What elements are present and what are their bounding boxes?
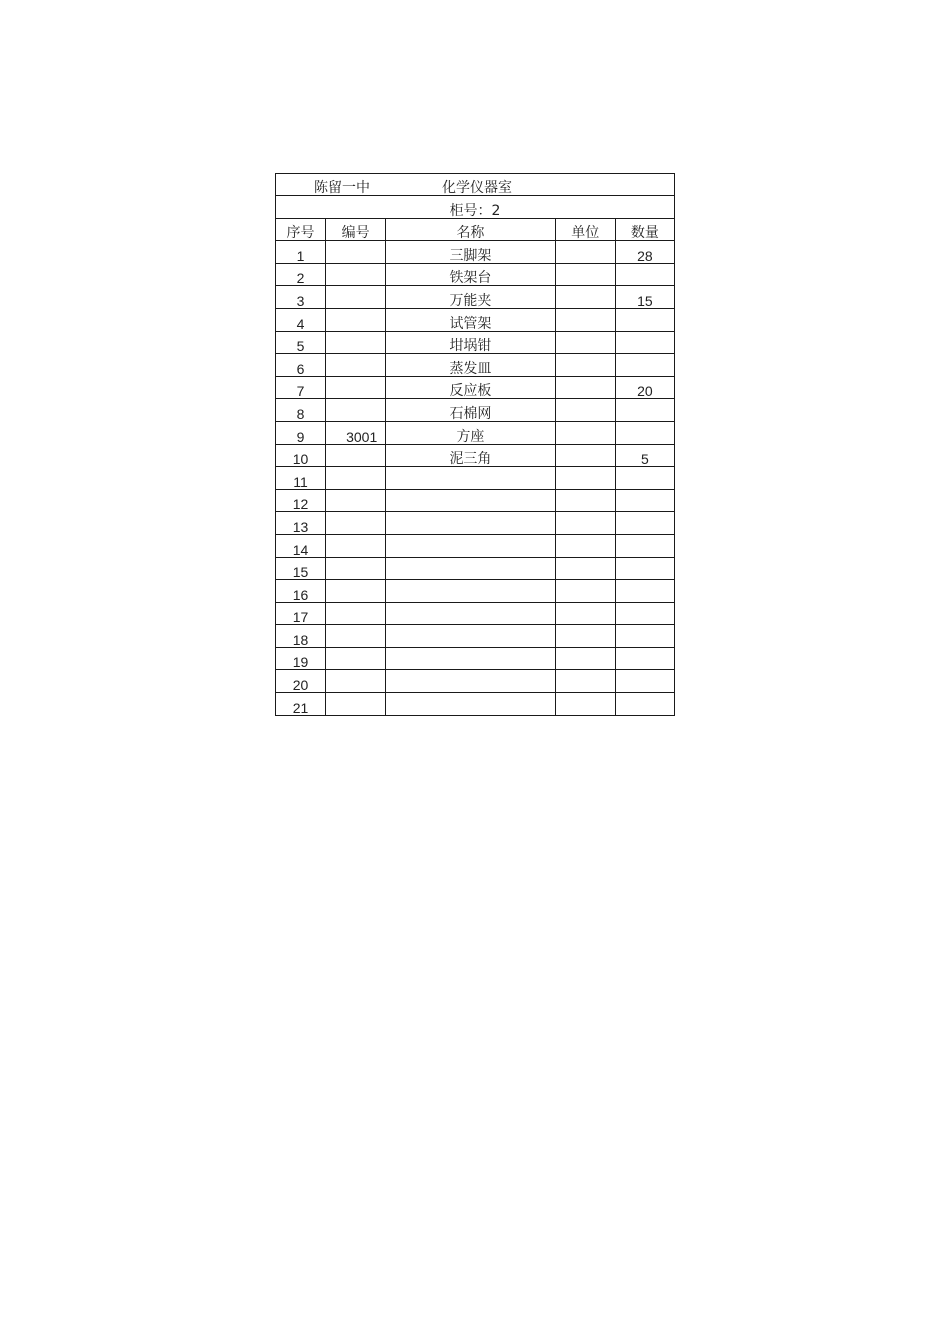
cabinet-row bbox=[276, 196, 675, 219]
table-row bbox=[276, 376, 675, 399]
cell-name bbox=[386, 647, 555, 670]
room-name: 化学仪器室 bbox=[442, 180, 512, 196]
cell-seq: 6 bbox=[276, 354, 326, 377]
cell-code bbox=[326, 263, 386, 286]
cabinet-number: 柜号：2 bbox=[276, 196, 675, 219]
table-row bbox=[276, 489, 675, 512]
cell-code bbox=[326, 376, 386, 399]
school-name: 陈留一中 bbox=[314, 180, 370, 196]
cell-unit bbox=[555, 241, 615, 264]
table-row bbox=[276, 625, 675, 648]
cell-seq: 8 bbox=[276, 399, 326, 422]
table-row bbox=[276, 399, 675, 422]
cell-seq: 2 bbox=[276, 263, 326, 286]
header-row bbox=[276, 218, 675, 241]
cell-seq: 12 bbox=[276, 489, 326, 512]
cell-name bbox=[386, 512, 555, 535]
cell-unit bbox=[555, 444, 615, 467]
cell-qty bbox=[615, 263, 674, 286]
cell-unit bbox=[555, 331, 615, 354]
table-row bbox=[276, 557, 675, 580]
cell-code bbox=[326, 489, 386, 512]
column-header-code: 编号 bbox=[326, 218, 386, 241]
cell-seq: 7 bbox=[276, 376, 326, 399]
cell-unit bbox=[555, 467, 615, 490]
cell-qty bbox=[615, 308, 674, 331]
cell-code bbox=[326, 444, 386, 467]
cell-code bbox=[326, 399, 386, 422]
cell-name: 三脚架 bbox=[386, 241, 555, 264]
cell-unit bbox=[555, 263, 615, 286]
cell-unit bbox=[555, 512, 615, 535]
cell-code bbox=[326, 467, 386, 490]
cell-qty bbox=[615, 534, 674, 557]
cell-qty bbox=[615, 399, 674, 422]
cell-unit bbox=[555, 693, 615, 716]
cell-name bbox=[386, 557, 555, 580]
table-row bbox=[276, 467, 675, 490]
cell-qty bbox=[615, 489, 674, 512]
cell-unit bbox=[555, 354, 615, 377]
cell-qty bbox=[615, 354, 674, 377]
cell-qty bbox=[615, 670, 674, 693]
table-row bbox=[276, 693, 675, 716]
table-row bbox=[276, 286, 675, 309]
cell-unit bbox=[555, 421, 615, 444]
cell-name bbox=[386, 534, 555, 557]
cell-qty: 5 bbox=[615, 444, 674, 467]
cell-seq: 16 bbox=[276, 580, 326, 603]
cell-name bbox=[386, 693, 555, 716]
cell-code bbox=[326, 286, 386, 309]
column-header-seq: 序号 bbox=[276, 218, 326, 241]
cell-seq: 21 bbox=[276, 693, 326, 716]
table-row bbox=[276, 241, 675, 264]
cell-unit bbox=[555, 489, 615, 512]
cell-name: 反应板 bbox=[386, 376, 555, 399]
table-row bbox=[276, 308, 675, 331]
cell-seq: 10 bbox=[276, 444, 326, 467]
cell-name: 方座 bbox=[386, 421, 555, 444]
cell-unit bbox=[555, 399, 615, 422]
cell-name: 石棉网 bbox=[386, 399, 555, 422]
table-row bbox=[276, 421, 675, 444]
cell-unit bbox=[555, 557, 615, 580]
table-row bbox=[276, 331, 675, 354]
cell-unit bbox=[555, 670, 615, 693]
table-row bbox=[276, 534, 675, 557]
inventory-table bbox=[275, 173, 675, 716]
cell-qty bbox=[615, 512, 674, 535]
cell-seq: 5 bbox=[276, 331, 326, 354]
cell-code bbox=[326, 580, 386, 603]
title-row bbox=[276, 174, 675, 196]
cell-qty bbox=[615, 647, 674, 670]
cell-qty bbox=[615, 693, 674, 716]
title-cell bbox=[276, 174, 675, 196]
cell-qty bbox=[615, 602, 674, 625]
table-row bbox=[276, 354, 675, 377]
cell-qty bbox=[615, 625, 674, 648]
cell-code bbox=[326, 331, 386, 354]
cell-unit bbox=[555, 376, 615, 399]
cell-seq: 20 bbox=[276, 670, 326, 693]
cell-seq: 19 bbox=[276, 647, 326, 670]
cell-unit bbox=[555, 534, 615, 557]
cell-seq: 13 bbox=[276, 512, 326, 535]
cell-unit bbox=[555, 308, 615, 331]
cell-name: 坩埚钳 bbox=[386, 331, 555, 354]
cell-unit bbox=[555, 580, 615, 603]
table-row bbox=[276, 444, 675, 467]
cell-qty: 28 bbox=[615, 241, 674, 264]
table-row bbox=[276, 580, 675, 603]
cell-seq: 1 bbox=[276, 241, 326, 264]
cell-code bbox=[326, 602, 386, 625]
table-row bbox=[276, 602, 675, 625]
cell-code bbox=[326, 241, 386, 264]
cell-code bbox=[326, 354, 386, 377]
cell-code bbox=[326, 308, 386, 331]
cell-qty bbox=[615, 331, 674, 354]
cell-code bbox=[326, 625, 386, 648]
cell-name: 万能夹 bbox=[386, 286, 555, 309]
cell-qty bbox=[615, 421, 674, 444]
cell-code bbox=[326, 647, 386, 670]
table-row bbox=[276, 647, 675, 670]
cell-code bbox=[326, 693, 386, 716]
cell-name bbox=[386, 489, 555, 512]
cell-seq: 18 bbox=[276, 625, 326, 648]
cell-name: 试管架 bbox=[386, 308, 555, 331]
cell-unit bbox=[555, 602, 615, 625]
cell-unit bbox=[555, 647, 615, 670]
cell-seq: 15 bbox=[276, 557, 326, 580]
cell-unit bbox=[555, 625, 615, 648]
cell-seq: 9 bbox=[276, 421, 326, 444]
cell-name bbox=[386, 580, 555, 603]
cell-name bbox=[386, 467, 555, 490]
column-header-unit: 单位 bbox=[555, 218, 615, 241]
cell-seq: 4 bbox=[276, 308, 326, 331]
cell-seq: 3 bbox=[276, 286, 326, 309]
cell-seq: 11 bbox=[276, 467, 326, 490]
cell-code: 3001 bbox=[326, 421, 386, 444]
cell-seq: 14 bbox=[276, 534, 326, 557]
column-header-qty: 数量 bbox=[615, 218, 674, 241]
cell-qty bbox=[615, 467, 674, 490]
cell-unit bbox=[555, 286, 615, 309]
cell-qty: 15 bbox=[615, 286, 674, 309]
cell-name: 泥三角 bbox=[386, 444, 555, 467]
cell-name bbox=[386, 602, 555, 625]
cell-name: 铁架台 bbox=[386, 263, 555, 286]
cell-seq: 17 bbox=[276, 602, 326, 625]
cell-code bbox=[326, 512, 386, 535]
cell-qty bbox=[615, 580, 674, 603]
cell-name bbox=[386, 670, 555, 693]
cell-name bbox=[386, 625, 555, 648]
column-header-name: 名称 bbox=[386, 218, 555, 241]
cell-qty: 20 bbox=[615, 376, 674, 399]
table-row bbox=[276, 670, 675, 693]
cell-code bbox=[326, 534, 386, 557]
cell-qty bbox=[615, 557, 674, 580]
table-row bbox=[276, 512, 675, 535]
table-row bbox=[276, 263, 675, 286]
cell-name: 蒸发皿 bbox=[386, 354, 555, 377]
cell-code bbox=[326, 557, 386, 580]
cell-code bbox=[326, 670, 386, 693]
